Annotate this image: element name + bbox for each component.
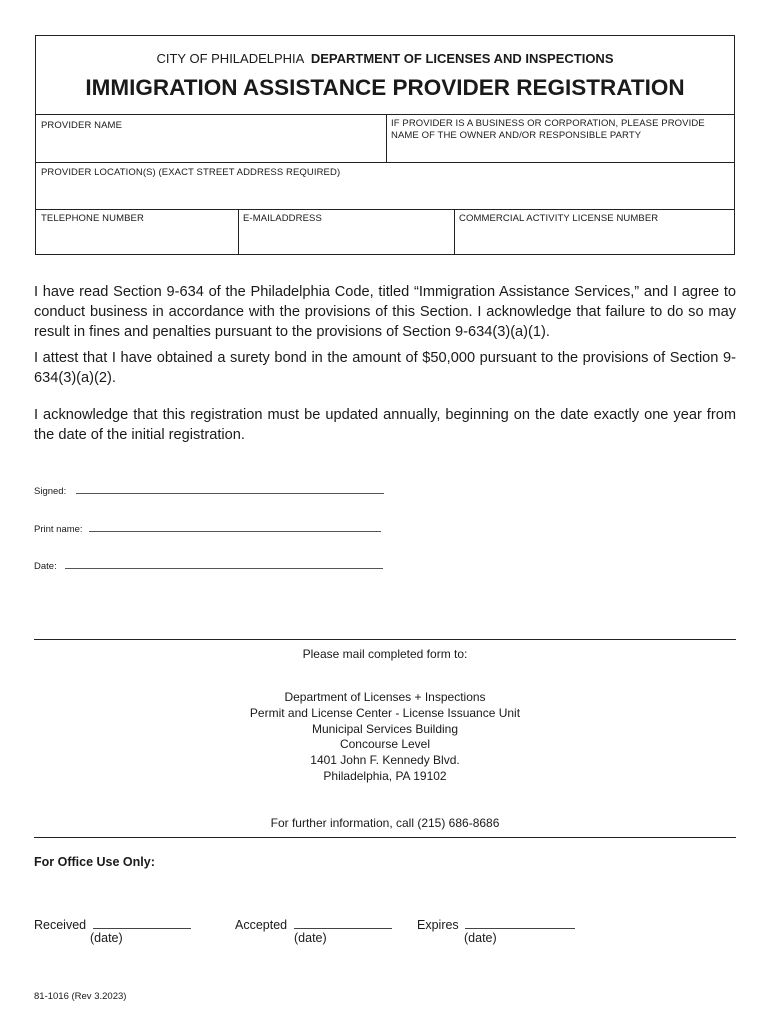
row-divider xyxy=(36,114,734,115)
signature-line[interactable] xyxy=(76,493,384,494)
accepted-label: Accepted xyxy=(235,918,288,932)
column-divider xyxy=(454,209,455,255)
form-title: IMMIGRATION ASSISTANCE PROVIDER REGISTRATION xyxy=(85,75,685,100)
accepted-line[interactable] xyxy=(294,917,392,929)
address-line: Permit and License Center - License Issuance Unit xyxy=(249,705,521,720)
address-line: Philadelphia, PA 19102 xyxy=(323,768,447,783)
expires-label: Expires xyxy=(417,918,459,932)
telephone-field[interactable]: TELEPHONE NUMBER xyxy=(41,213,144,224)
mail-intro: Please mail completed form to: xyxy=(302,647,468,661)
statement-code-agreement: I have read Section 9-634 of the Philadelphia Code, titled “Immigration Assistance Services,” and I agree to conduct business in accordance with the provisions of this Section. I acknowledge that failure to do so may result in fines and penalties pursuant to the provisions of Section 9-634(3)(a)(1). xyxy=(34,284,736,340)
address-line: Municipal Services Building xyxy=(311,721,459,736)
accepted-date-label: (date) xyxy=(294,931,327,945)
form-number: 81-1016 (Rev 3.2023) xyxy=(34,991,127,1002)
print-name-row xyxy=(34,524,381,535)
provider-location-field[interactable]: PROVIDER LOCATION(S) (EXACT STREET ADDRESS REQUIRED) xyxy=(41,167,341,178)
column-divider xyxy=(386,114,387,162)
address-line: Concourse Level xyxy=(339,737,431,752)
date-row xyxy=(34,561,383,572)
email-field[interactable]: E-MAILADDRESS xyxy=(243,213,322,224)
accepted-field xyxy=(235,917,392,932)
owner-name-field[interactable] xyxy=(391,118,705,142)
received-field xyxy=(34,917,191,932)
statement-annual-update: I acknowledge that this registration must be updated annually, beginning on the date exactly one year from the date of the initial registration. xyxy=(34,407,736,443)
header-city: CITY OF PHILADELPHIA xyxy=(156,51,304,66)
expires-date-label: (date) xyxy=(464,931,497,945)
date-label: Date: xyxy=(34,561,57,572)
column-divider xyxy=(238,209,239,255)
expires-line[interactable] xyxy=(465,917,575,929)
row-divider xyxy=(36,162,734,163)
owner-note-line1: IF PROVIDER IS A BUSINESS OR CORPORATION, PLEASE PROVIDE xyxy=(391,118,705,129)
address-line: Department of Licenses + Inspections xyxy=(284,690,486,704)
section-divider xyxy=(34,639,736,640)
commercial-license-field[interactable]: COMMERCIAL ACTIVITY LICENSE NUMBER xyxy=(459,213,659,224)
row-divider xyxy=(36,209,734,210)
print-name-line[interactable] xyxy=(89,531,381,532)
registration-form-box xyxy=(35,35,735,255)
mailing-address xyxy=(34,690,736,785)
signed-label: Signed: xyxy=(34,486,67,497)
expires-field xyxy=(417,917,575,932)
section-divider xyxy=(34,837,736,838)
date-line[interactable] xyxy=(65,568,383,569)
signed-row xyxy=(34,486,384,497)
address-line: 1401 John F. Kennedy Blvd. xyxy=(310,753,460,768)
print-name-label: Print name: xyxy=(34,524,83,535)
header-department: DEPARTMENT OF LICENSES AND INSPECTIONS xyxy=(310,51,614,66)
provider-name-field[interactable]: PROVIDER NAME xyxy=(41,120,123,131)
owner-note-line2: NAME OF THE OWNER AND/OR RESPONSIBLE PARTY xyxy=(391,130,642,141)
statement-surety-bond: I attest that I have obtained a surety bond in the amount of $50,000 pursuant to the provisions of Section 9-634(3)(a)(2). xyxy=(34,350,736,386)
received-date-label: (date) xyxy=(90,931,123,945)
office-use-heading: For Office Use Only: xyxy=(34,855,155,869)
contact-info: For further information, call (215) 686-8686 xyxy=(270,816,500,830)
header-agency xyxy=(36,51,734,66)
received-label: Received xyxy=(34,918,87,932)
received-line[interactable] xyxy=(93,917,191,929)
